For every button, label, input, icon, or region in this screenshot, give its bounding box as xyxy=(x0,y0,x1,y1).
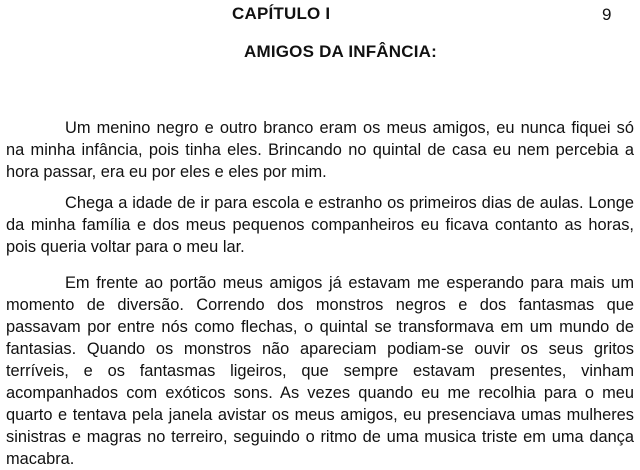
paragraph-3: Em frente ao portão meus amigos já estavam me esperando para mais um momento de diversão. Correndo dos monstros negros e dos fantasmas que passavam por entre nós como flechas, o quintal se transformava em um mundo de fantasias. Quando os monstros não apareciam podiam-se ouvir os seus gritos terríveis, e os fantasmas ligeiros, que sempre estavam presentes, vinham acompanhados com exóticos sons. As vezes quando eu me recolhia para o meu quarto e tentava pela janela avistar os meus amigos, eu presenciava umas mulheres sinistras e magras no terreiro, seguindo o ritmo de uma musica triste em uma dança macabra. xyxy=(6,274,634,468)
paragraph-1: Um menino negro e outro branco eram os meus amigos, eu nunca fiquei só na minha infância, pois tinha eles. Brincando no quintal de casa eu nem percebia a hora passar, era eu por eles e eles por mim. xyxy=(6,119,634,181)
page-number: 9 xyxy=(602,5,612,24)
chapter-title: AMIGOS DA INFÂNCIA: xyxy=(244,42,437,61)
chapter-heading: CAPÍTULO I xyxy=(232,4,331,23)
paragraph-2: Chega a idade de ir para escola e estranho os primeiros dias de aulas. Longe da minha família e dos meus pequenos companheiros eu ficava contanto as horas, pois queria voltar para o meu lar. xyxy=(6,194,634,256)
